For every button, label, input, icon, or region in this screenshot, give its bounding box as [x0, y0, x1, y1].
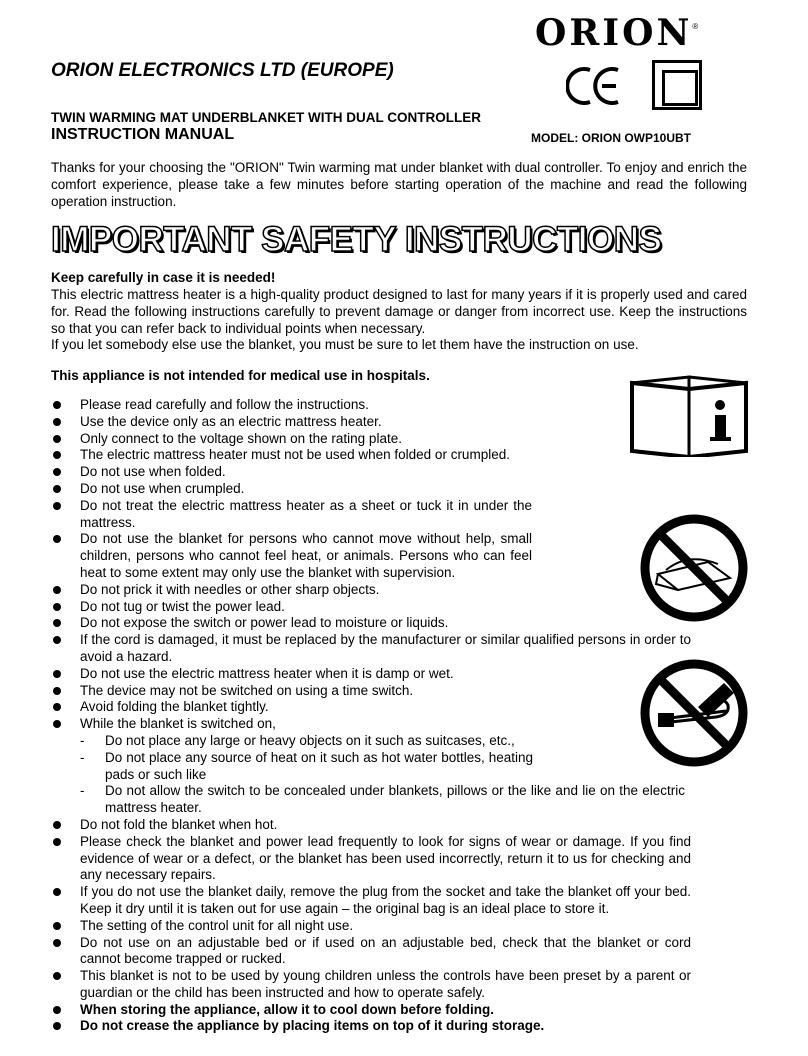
list-item: Only connect to the voltage shown on the rating plate. [51, 431, 691, 448]
dash-marker: - [80, 732, 85, 748]
registered-mark: ® [692, 22, 702, 31]
not-medical-notice: This appliance is not intended for medical use in hospitals. [51, 368, 430, 383]
list-item: While the blanket is switched on, [51, 716, 691, 733]
list-item: Do not use on an adjustable bed or if used on an adjustable bed, check that the blanket or cord cannot become trapped or rucked. [51, 935, 691, 969]
sub-item-text: Do not allow the switch to be concealed under blankets, pillows or the like and lie on the electric mattress heater. [105, 783, 685, 816]
handover-paragraph: If you let somebody else use the blanket, you must be sure to let them have the instruction on use. [51, 337, 639, 353]
list-item: The setting of the control unit for all night use. [51, 918, 691, 935]
dash-marker: - [80, 749, 85, 765]
list-item: Do not expose the switch or power lead to moisture or liquids. [51, 615, 691, 632]
list-item: Use the device only as an electric mattress heater. [51, 414, 691, 431]
list-item: This blanket is not to be used by young children unless the controls have been preset by a parent or guardian or the child has been instructed and how to operate safely. [51, 968, 691, 1002]
safety-heading: IMPORTANT SAFETY INSTRUCTIONS [51, 220, 662, 259]
list-item: Do not use when folded. [51, 464, 691, 481]
orion-logo [535, 12, 701, 54]
description-block [51, 287, 747, 354]
list-item: Do not crease the appliance by placing items on top of it during storage. [51, 1018, 691, 1035]
model-number: MODEL: ORION OWP10UBT [531, 131, 692, 145]
safety-list [51, 397, 691, 1035]
logo-text: ORION [535, 12, 693, 54]
dash-marker: - [80, 783, 85, 799]
list-item: Do not use when crumpled. [51, 481, 691, 498]
list-item: The electric mattress heater must not be used when folded or crumpled. [51, 447, 691, 464]
product-subtitle: TWIN WARMING MAT UNDERBLANKET WITH DUAL CONTROLLER [51, 110, 481, 125]
list-item: If you do not use the blanket daily, remove the plug from the socket and take the blanket off your bed. Keep it dry until it is taken out for use again – the original bag is an ideal place to store it. [51, 884, 691, 918]
company-name: ORION ELECTRONICS LTD (EUROPE) [51, 60, 394, 81]
sub-list-item [51, 733, 691, 750]
double-insulation-icon [652, 60, 702, 110]
list-item: The device may not be switched on using a time switch. [51, 683, 691, 700]
manual-title: INSTRUCTION MANUAL [51, 126, 235, 143]
keep-notice: Keep carefully in case it is needed! [51, 270, 276, 285]
list-item: Please read carefully and follow the instructions. [51, 397, 691, 414]
list-item: Do not fold the blanket when hot. [51, 817, 691, 834]
list-item: Do not treat the electric mattress heater as a sheet or tuck it in under the mattress. [51, 498, 532, 532]
ce-mark-icon [566, 64, 624, 108]
list-item: Do not prick it with needles or other sharp objects. [51, 582, 691, 599]
list-item: Please check the blanket and power lead frequently to look for signs of wear or damage. If you find evidence of wear or a defect, or the blanket has been used incorrectly, return it to us for checking and any necessary repairs. [51, 834, 691, 884]
list-item: Avoid folding the blanket tightly. [51, 699, 691, 716]
sub-list-item [51, 783, 685, 817]
list-item: If the cord is damaged, it must be replaced by the manufacturer or similar qualified persons in order to avoid a hazard. [51, 632, 691, 666]
intro-text: Thanks for your choosing the "ORION" Twin warming mat under blanket with dual controller. To enjoy and enrich the comfort experience, please take a few minutes before starting operation of the machine and read the following operation instruction. [51, 160, 747, 209]
sub-item-text: Do not place any source of heat on it such as hot water bottles, heating pads or such like [105, 749, 533, 782]
sub-item-text: Do not place any large or heavy objects on it such as suitcases, etc., [105, 732, 515, 748]
list-item: Do not use the electric mattress heater when it is damp or wet. [51, 666, 691, 683]
list-item: Do not use the blanket for persons who cannot move without help, small children, persons who cannot feel heat, or animals. Persons who can feel heat to some extent may only use the blanket with supervision. [51, 531, 532, 581]
list-item: Do not tug or twist the power lead. [51, 599, 691, 616]
sub-list-item [51, 750, 533, 784]
list-item: When storing the appliance, allow it to cool down before folding. [51, 1002, 691, 1019]
description-paragraph: This electric mattress heater is a high-quality product designed to last for many years if it is properly used and cared for. Read the following instructions carefully to prevent damage or danger from incorrect use. Keep the instructions so that you can refer back to individual points when necessary. [51, 287, 747, 336]
